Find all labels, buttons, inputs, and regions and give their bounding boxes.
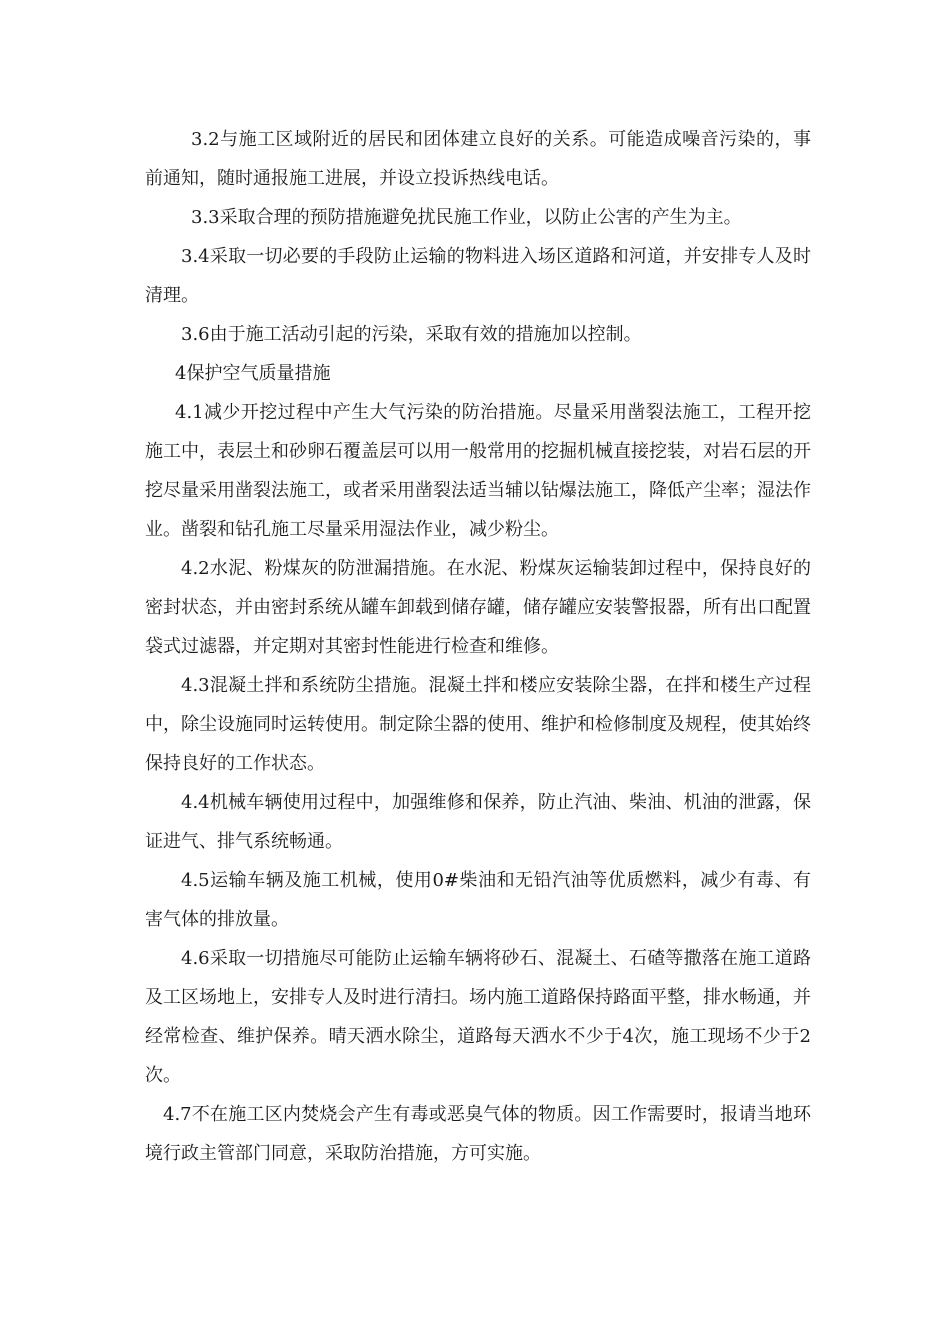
- paragraph-4-6: 4.6采取一切措施尽可能防止运输车辆将砂石、混凝土、石碴等撒落在施工道路及工区场地上，安排专人及时进行清扫。场内施工道路保持路面平整，排水畅通，并经常检查、维护保养。晴天洒水除尘，道路每天洒水不少于4次，施工现场不少于2次。: [145, 948, 811, 1086]
- paragraph-4-7: 4.7不在施工区内焚烧会产生有毒或恶臭气体的物质。因工作需要时，报请当地环境行政主管部门同意，采取防治措施，方可实施。: [145, 1104, 811, 1164]
- paragraph-3-2: 3.2与施工区域附近的居民和团体建立良好的关系。可能造成噪音污染的，事前通知，随时通报施工进展，并设立投诉热线电话。: [145, 129, 811, 189]
- paragraph-3-6: 3.6由于施工活动引起的污染，采取有效的措施加以控制。: [181, 324, 642, 345]
- paragraph-4-2: 4.2水泥、粉煤灰的防泄漏措施。在水泥、粉煤灰运输装卸过程中，保持良好的密封状态，并由密封系统从罐车卸载到储存罐，储存罐应安装警报器，所有出口配置袋式过滤器，并定期对其密封性能进行检查和维修。: [145, 558, 811, 657]
- paragraph-4-1: 4.1减少开挖过程中产生大气污染的防治措施。尽量采用凿裂法施工，工程开挖施工中，表层土和砂卵石覆盖层可以用一般常用的挖掘机械直接挖装，对岩石层的开挖尽量采用凿裂法施工，或者采用凿裂法适当辅以钻爆法施工，降低产尘率；湿法作业。凿裂和钻孔施工尽量采用湿法作业，减少粉尘。: [145, 402, 811, 540]
- paragraph-4-4: 4.4机械车辆使用过程中，加强维修和保养，防止汽油、柴油、机油的泄露，保证进气、排气系统畅通。: [145, 792, 811, 852]
- paragraph-4-3: 4.3混凝土拌和系统防尘措施。混凝土拌和楼应安装除尘器，在拌和楼生产过程中，除尘设施同时运转使用。制定除尘器的使用、维护和检修制度及规程，使其始终保持良好的工作状态。: [145, 675, 811, 774]
- paragraph-4-5: 4.5运输车辆及施工机械，使用0#柴油和无铅汽油等优质燃料，减少有毒、有害气体的排放量。: [145, 870, 811, 930]
- section-heading-4: 4保护空气质量措施: [175, 363, 331, 384]
- paragraph-3-4: 3.4采取一切必要的手段防止运输的物料进入场区道路和河道，并安排专人及时清理。: [145, 246, 811, 306]
- paragraph-3-3: 3.3采取合理的预防措施避免扰民施工作业，以防止公害的产生为主。: [191, 207, 742, 228]
